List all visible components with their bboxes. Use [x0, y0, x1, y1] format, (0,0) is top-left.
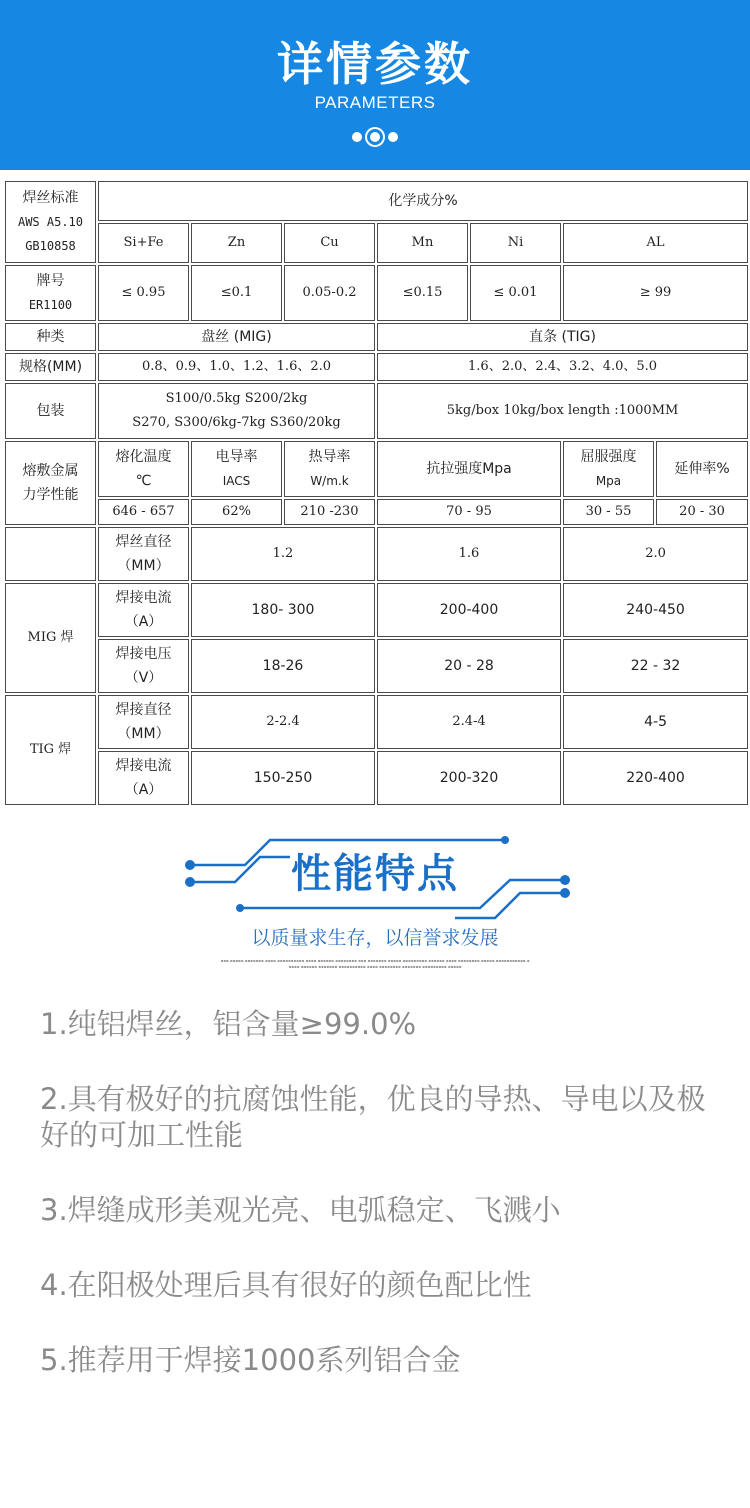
- type-label: 种类: [5, 323, 96, 351]
- element-cell: Ni: [470, 223, 561, 263]
- grade-value: ≥ 99: [563, 265, 748, 321]
- mig-voltage-label: 焊接电压 （V）: [98, 639, 189, 693]
- mech-label-cell: 熔敷金属 力学性能: [5, 441, 96, 525]
- chem-header: 化学成分%: [98, 181, 748, 221]
- mig-voltage-value: 18-26: [191, 639, 375, 693]
- wire-dia-value: 2.0: [563, 527, 748, 581]
- element-cell: AL: [563, 223, 748, 263]
- fine-print-decoration: ▪▪▪ ▪▪▪▪▪ ▪▪▪▪▪▪▪ ▪▪▪▪ ▪▪▪▪▪▪▪▪▪▪ ▪▪▪▪ ▪▪▪▪▪▪ ▪▪▪▪▪▪▪▪ ▪▪▪ ▪▪▪▪▪▪▪ ▪▪▪▪▪ ▪▪▪▪▪▪▪▪▪ ▪▪▪▪▪▪ ▪▪▪▪ ▪▪▪▪▪▪▪▪ ▪▪▪▪▪ ▪▪▪▪▪▪▪▪▪▪▪ ▪▪▪▪▪ ▪▪▪▪▪▪ ▪▪▪▪▪▪▪ ▪▪▪▪▪▪▪▪▪▪ ▪▪▪▪ ▪▪▪▪▪▪▪▪ ▪▪▪▪▪▪▪ ▪▪▪▪▪▪▪▪▪ ▪▪▪▪▪: [220, 958, 530, 969]
- grade-value: ≤0.1: [191, 265, 282, 321]
- mech-header: 屈服强度 Mpa: [563, 441, 654, 497]
- tig-current-value: 150-250: [191, 751, 375, 805]
- carousel-dots: [0, 128, 750, 146]
- mech-value: 62%: [191, 499, 282, 525]
- dot-active-icon: [367, 129, 383, 145]
- pack-label: 包装: [5, 383, 96, 439]
- dot-icon: [388, 132, 398, 142]
- element-cell: Zn: [191, 223, 282, 263]
- mech-value: 646 - 657: [98, 499, 189, 525]
- dot-icon: [352, 132, 362, 142]
- feature-item: 2.具有极好的抗腐蚀性能，优良的导热、导电以及极好的可加工性能: [40, 1082, 706, 1152]
- wire-dia-value: 1.2: [191, 527, 375, 581]
- mech-header: 延伸率%: [656, 441, 748, 497]
- mig-voltage-value: 22 - 32: [563, 639, 748, 693]
- element-cell: Si+Fe: [98, 223, 189, 263]
- element-cell: Mn: [377, 223, 468, 263]
- grade-value: 0.05-0.2: [284, 265, 375, 321]
- wire-dia-value: 1.6: [377, 527, 561, 581]
- grade-value: ≤ 0.01: [470, 265, 561, 321]
- grade-value: ≤0.15: [377, 265, 468, 321]
- tig-dia-value: 4-5: [563, 695, 748, 749]
- feature-item: 5.推荐用于焊接1000系列铝合金: [40, 1343, 461, 1377]
- grade-value: ≤ 0.95: [98, 265, 189, 321]
- mig-current-value: 240-450: [563, 583, 748, 637]
- pack-tig: 5kg/box 10kg/box length :1000MM: [377, 383, 748, 439]
- features-subtitle: 以质量求生存，以信誉求发展: [251, 927, 499, 949]
- wire-dia-label: 焊丝直径 （MM）: [98, 527, 189, 581]
- tig-dia-value: 2-2.4: [191, 695, 375, 749]
- element-cell: Cu: [284, 223, 375, 263]
- tig-dia-value: 2.4-4: [377, 695, 561, 749]
- tig-dia-label: 焊接直径 （MM）: [98, 695, 189, 749]
- feature-item: 1.纯铝焊丝，铝含量≥99.0%: [40, 1007, 417, 1041]
- mech-value: 210 -230: [284, 499, 375, 525]
- mech-header: 电导率 IACS: [191, 441, 282, 497]
- tig-current-value: 200-320: [377, 751, 561, 805]
- mig-label: MIG 焊: [5, 583, 96, 693]
- mech-value: 20 - 30: [656, 499, 748, 525]
- tig-current-label: 焊接电流 （A）: [98, 751, 189, 805]
- standard-label-cell: 焊丝标准 AWS A5.10 GB10858: [5, 181, 96, 263]
- features-heading: [0, 830, 750, 990]
- feature-item: 4.在阳极处理后具有很好的颜色配比性: [40, 1268, 532, 1302]
- feature-item: 3.焊缝成形美观光亮、电弧稳定、飞溅小: [40, 1193, 561, 1227]
- pack-mig: S100/0.5kg S200/2kg S270, S300/6kg-7kg S360/20kg: [98, 383, 375, 439]
- size-tig: 1.6、2.0、2.4、3.2、4.0、5.0: [377, 353, 748, 381]
- tig-current-value: 220-400: [563, 751, 748, 805]
- spec-table: [3, 179, 750, 807]
- tig-label: TIG 焊: [5, 695, 96, 805]
- page-subtitle: PARAMETERS: [314, 93, 436, 112]
- mech-header: 抗拉强度Mpa: [377, 441, 561, 497]
- mig-current-value: 180- 300: [191, 583, 375, 637]
- mig-current-value: 200-400: [377, 583, 561, 637]
- type-tig: 直条 (TIG): [377, 323, 748, 351]
- mech-value: 30 - 55: [563, 499, 654, 525]
- size-label: 规格(MM): [5, 353, 96, 381]
- mech-header: 热导率 W/m.k: [284, 441, 375, 497]
- type-mig: 盘丝 (MIG): [98, 323, 375, 351]
- empty-cell: [5, 527, 96, 581]
- size-mig: 0.8、0.9、1.0、1.2、1.6、2.0: [98, 353, 375, 381]
- header-banner: [0, 0, 750, 170]
- features-list: [40, 1006, 720, 1417]
- mech-header: 熔化温度 ℃: [98, 441, 189, 497]
- mech-value: 70 - 95: [377, 499, 561, 525]
- grade-label-cell: 牌号 ER1100: [5, 265, 96, 321]
- page-title: 详情参数: [277, 37, 473, 91]
- mig-voltage-value: 20 - 28: [377, 639, 561, 693]
- features-title: 性能特点: [291, 851, 459, 897]
- mig-current-label: 焊接电流 （A）: [98, 583, 189, 637]
